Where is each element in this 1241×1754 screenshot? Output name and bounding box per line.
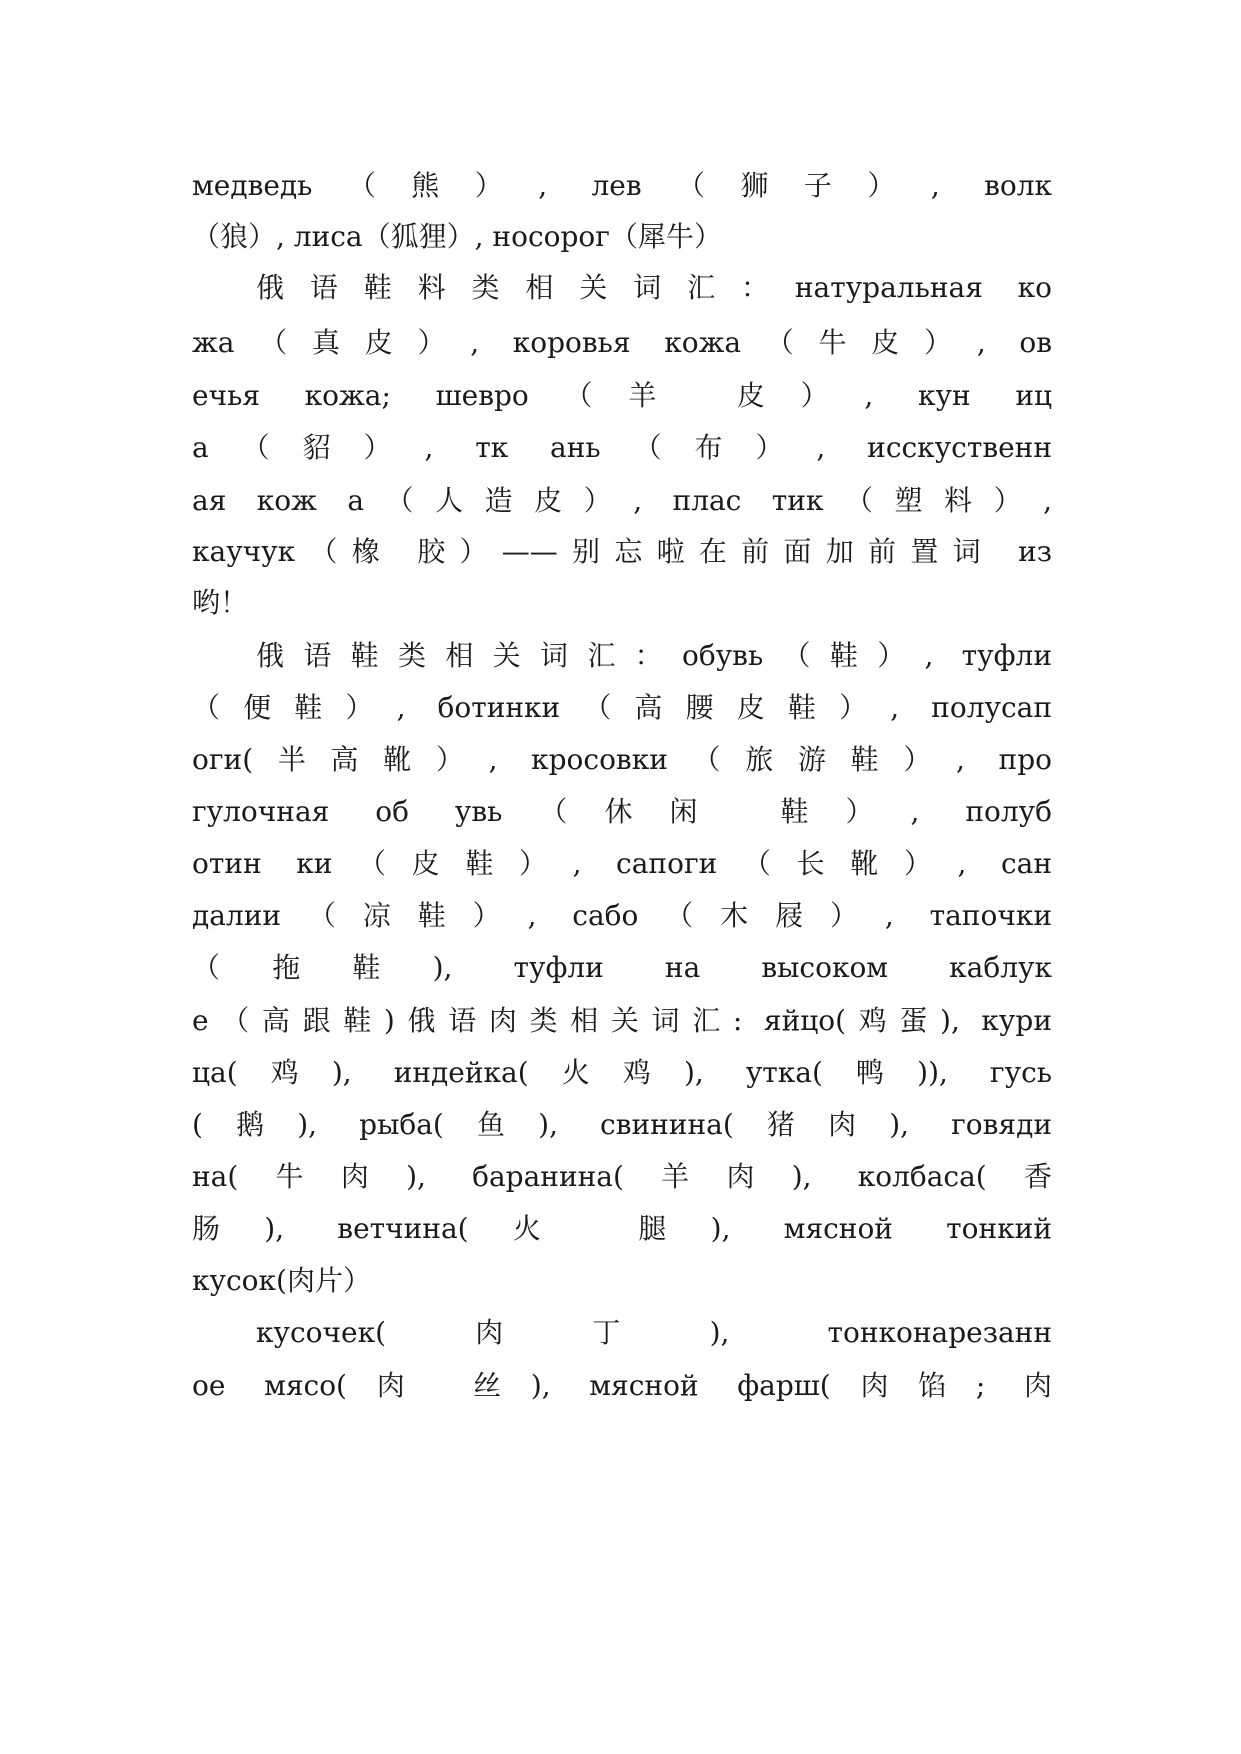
- text-line: 俄语鞋料类相关词汇：натуральная ко: [256, 271, 1052, 304]
- text-line: оги(半高靴）, кросовки（旅游鞋）, про: [192, 743, 1052, 776]
- text-line: гулочная об увь（休闲 鞋）, полуб: [192, 795, 1052, 828]
- text-line: медведь（熊）, лев（狮子）, волк: [192, 169, 1052, 202]
- text-line: ца(鸡), индейка(火鸡), утка(鸭)), гусь: [192, 1056, 1052, 1089]
- text-line: каучук（橡 胶）——别忘啦在前面加前置词 из: [192, 535, 1052, 568]
- text-line: жа（真皮）, коровья кожа（牛皮）, ов: [192, 326, 1052, 359]
- text-line: далии（凉鞋）, сабо（木屐）, тапочки: [192, 899, 1052, 932]
- text-line: е（高跟鞋)俄语肉类相关词汇: яйцо(鸡蛋), кури: [192, 1004, 1052, 1037]
- text-line: отин ки（皮鞋）, сапоги（长靴）, сан: [192, 847, 1052, 880]
- text-line: (鹅), рыба(鱼), свинина(猪肉), говяди: [192, 1108, 1052, 1141]
- text-line: кусочек(肉丁), тонконарезанн: [256, 1316, 1052, 1349]
- text-line: а（貂）, тк ань（布）, исскуственн: [192, 431, 1052, 464]
- text-line: （便鞋）, ботинки（高腰皮鞋）, полусап: [192, 691, 1052, 724]
- text-line: 肠), ветчина(火 腿), мясной тонкий: [192, 1212, 1052, 1245]
- text-line: кусок(肉片）: [192, 1264, 371, 1297]
- text-line: ая кож а（人造皮）, плас тик（塑料）,: [192, 484, 1052, 517]
- text-line: 哟！: [192, 586, 249, 619]
- text-line: （拖鞋), туфли на высоком каблук: [192, 951, 1052, 984]
- text-line: （狼）, лиса（狐狸）, носорог（犀牛）: [192, 220, 722, 253]
- text-line: 俄语鞋类相关词汇：обувь（鞋）, туфли: [256, 639, 1052, 672]
- text-line: на(牛肉), баранина(羊肉), колбаса(香: [192, 1160, 1052, 1193]
- text-line: ечья кожа; шевро（羊 皮）, кун иц: [192, 379, 1052, 412]
- text-line: ое мясо(肉 丝), мясной фарш(肉馅; 肉: [192, 1369, 1052, 1402]
